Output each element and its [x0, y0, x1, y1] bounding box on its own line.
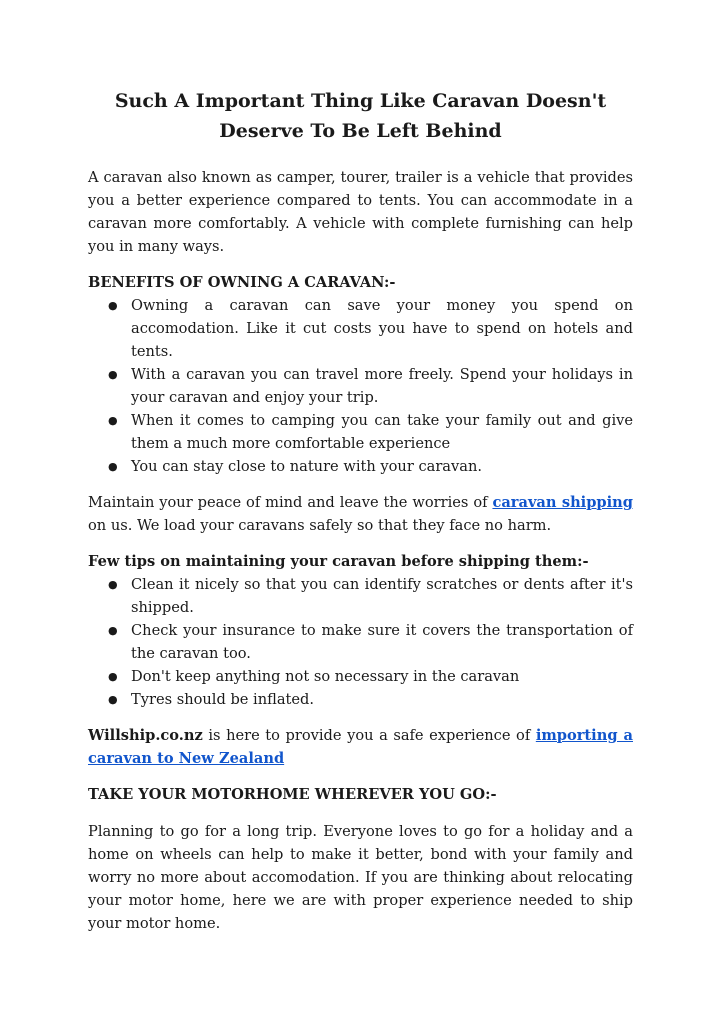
list-item: [88, 688, 633, 711]
tips-list: [88, 573, 633, 711]
motorhome-paragraph: Planning to go for a long trip. Everyone loves to go for a holiday and a home on wheels can help to make it better, bond with your family and worry no more about accomodation. If you are thinking about relocating your motor home, here we are with proper experience needed to ship your motor home.: [88, 823, 633, 932]
willship-paragraph: [88, 724, 633, 770]
bullet-icon: ●: [108, 460, 118, 473]
willship-text: is here to provide you a safe experience of: [202, 727, 536, 744]
list-item: [88, 363, 633, 409]
list-item: [88, 573, 633, 619]
page-title: Such A Important Thing Like Caravan Doesn't Deserve To Be Left Behind: [114, 90, 607, 142]
list-item-text: With a caravan you can travel more freely. Spend your holidays in your caravan and enjoy your trip.: [131, 366, 633, 406]
willship-brand: Willship.co.nz: [88, 727, 203, 744]
bullet-icon: ●: [108, 578, 118, 591]
list-item: [88, 665, 633, 688]
peace-text-before: Maintain your peace of mind and leave the worries of: [88, 494, 493, 511]
list-item: [88, 619, 633, 665]
list-item-text: Clean it nicely so that you can identify scratches or dents after it's shipped.: [131, 576, 633, 616]
list-item: [88, 294, 633, 363]
list-item-text: When it comes to camping you can take your family out and give them a much more comfortable experience: [131, 412, 633, 452]
benefits-list: [88, 294, 633, 478]
intro-paragraph: A caravan also known as camper, tourer, trailer is a vehicle that provides you a better experience compared to tents. You can accommodate in a caravan more comfortably. A vehicle with complete furnishing can help you in many ways.: [88, 169, 633, 255]
motorhome-heading: TAKE YOUR MOTORHOME WHEREVER YOU GO:-: [88, 786, 497, 803]
tips-heading: Few tips on maintaining your caravan before shipping them:-: [88, 553, 589, 570]
list-item: [88, 409, 633, 455]
bullet-icon: ●: [108, 624, 118, 637]
benefits-heading: BENEFITS OF OWNING A CARAVAN:-: [88, 274, 396, 291]
caravan-shipping-link[interactable]: caravan shipping: [492, 494, 633, 511]
bullet-icon: ●: [108, 299, 118, 312]
list-item-text: You can stay close to nature with your caravan.: [131, 458, 482, 475]
list-item-text: Owning a caravan can save your money you spend on accomodation. Like it cut costs you have to spend on hotels and tents.: [131, 297, 633, 360]
importing-caravan-link[interactable]: importing a caravan to New Zealand: [88, 727, 633, 767]
peace-text-after: on us. We load your caravans safely so that they face no harm.: [88, 517, 552, 534]
bullet-icon: ●: [108, 670, 118, 683]
list-item-text: Don't keep anything not so necessary in the caravan: [131, 668, 520, 685]
list-item-text: Check your insurance to make sure it covers the transportation of the caravan too.: [131, 622, 633, 662]
bullet-icon: ●: [108, 693, 118, 706]
peace-of-mind-paragraph: [88, 491, 633, 537]
list-item-text: Tyres should be inflated.: [131, 691, 315, 708]
bullet-icon: ●: [108, 368, 118, 381]
document-page: [88, 86, 633, 948]
list-item: [88, 455, 633, 478]
bullet-icon: ●: [108, 414, 118, 427]
